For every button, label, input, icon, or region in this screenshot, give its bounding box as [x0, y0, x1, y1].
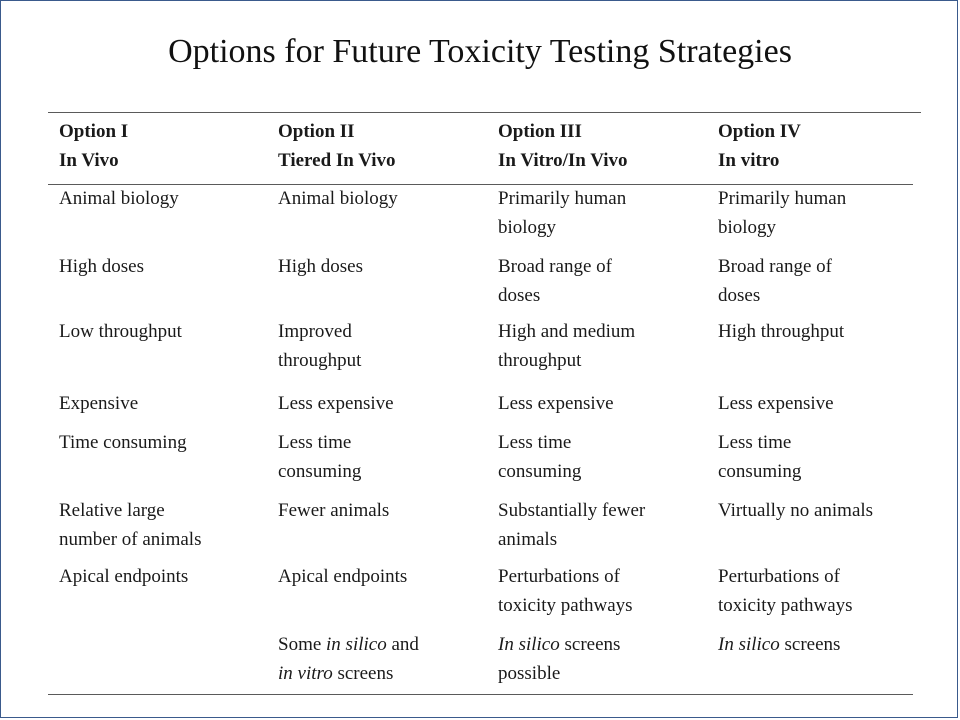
- cell-text: Animal biology: [59, 188, 179, 209]
- table-cell: [498, 253, 612, 310]
- table-cell: [718, 563, 853, 620]
- cell-text: doses: [498, 284, 541, 306]
- header-option-4-line2: In vitro: [718, 149, 780, 171]
- table-cell: [278, 563, 407, 592]
- table-cell: [718, 631, 840, 660]
- cell-text: consuming: [718, 460, 802, 482]
- table-cell: [498, 497, 645, 554]
- table-cell: [278, 185, 398, 214]
- table-cell: [59, 390, 138, 419]
- cell-text: High doses: [59, 256, 144, 277]
- table-cell: [718, 253, 832, 310]
- cell-text: Primarily human: [498, 188, 627, 209]
- header-option-4: [718, 118, 801, 175]
- cell-text: consuming: [278, 460, 362, 482]
- cell-text: Primarily human: [718, 188, 847, 209]
- table-cell: [498, 429, 581, 486]
- cell-text: Substantially fewer: [498, 500, 646, 521]
- header-option-2: [278, 118, 396, 175]
- table-cell: [498, 390, 614, 419]
- table-cell: [718, 429, 801, 486]
- header-option-3: [498, 118, 628, 175]
- cell-text: Relative large: [59, 500, 165, 521]
- table-top-rule: [48, 112, 921, 113]
- cell-text: possible: [498, 662, 561, 684]
- header-option-2-line1: Option II: [278, 121, 355, 142]
- header-option-2-line2: Tiered In Vivo: [278, 149, 396, 171]
- header-option-1-line1: Option I: [59, 121, 129, 142]
- table-cell: [498, 563, 633, 620]
- header-option-3-line2: In Vitro/In Vivo: [498, 149, 628, 171]
- cell-text: Animal biology: [278, 188, 398, 209]
- cell-text: in vitro screens: [278, 662, 394, 684]
- cell-text: Apical endpoints: [278, 566, 408, 587]
- cell-text: Broad range of: [718, 256, 832, 277]
- cell-text: Less expensive: [498, 393, 614, 414]
- table-cell: [718, 318, 844, 347]
- table-cell: [59, 563, 188, 592]
- cell-text: High throughput: [718, 321, 845, 342]
- table-bottom-rule: [48, 694, 913, 695]
- table-cell: [278, 318, 361, 375]
- table-cell: [278, 390, 394, 419]
- cell-text: Less time: [718, 432, 792, 453]
- table-cell: [498, 631, 620, 688]
- cell-text: Fewer animals: [278, 500, 390, 521]
- cell-text: Perturbations of: [718, 566, 840, 587]
- cell-text: throughput: [278, 349, 362, 371]
- cell-text: Perturbations of: [498, 566, 620, 587]
- cell-text: Improved: [278, 321, 352, 342]
- cell-text: Some in silico and: [278, 634, 419, 655]
- cell-text: biology: [718, 216, 777, 238]
- cell-text: Low throughput: [59, 321, 182, 342]
- table-cell: [718, 390, 834, 419]
- cell-text: Time consuming: [59, 432, 187, 453]
- header-option-4-line1: Option IV: [718, 121, 801, 142]
- table-cell: [278, 631, 419, 688]
- table-cell: [59, 429, 187, 458]
- cell-text: Virtually no animals: [718, 500, 874, 521]
- cell-text: Broad range of: [498, 256, 612, 277]
- cell-text: In silico screens: [498, 634, 621, 655]
- cell-text: doses: [718, 284, 761, 306]
- table-cell: [718, 185, 846, 242]
- cell-text: In silico screens: [718, 634, 841, 655]
- cell-text: Less expensive: [718, 393, 834, 414]
- table-cell: [498, 185, 626, 242]
- cell-text: Less expensive: [278, 393, 394, 414]
- cell-text: number of animals: [59, 528, 202, 550]
- table-cell: [59, 318, 182, 347]
- cell-text: Apical endpoints: [59, 566, 189, 587]
- header-option-1-line2: In Vivo: [59, 149, 119, 171]
- cell-text: throughput: [498, 349, 582, 371]
- cell-text: Expensive: [59, 393, 139, 414]
- header-option-1: [59, 118, 128, 175]
- header-option-3-line1: Option III: [498, 121, 582, 142]
- cell-text: Less time: [278, 432, 352, 453]
- cell-text: consuming: [498, 460, 582, 482]
- table-cell: [59, 185, 179, 214]
- cell-text: biology: [498, 216, 557, 238]
- table-cell: [278, 497, 389, 526]
- table-cell: [278, 253, 363, 282]
- cell-text: Less time: [498, 432, 572, 453]
- table-cell: [718, 497, 873, 526]
- table-cell: [59, 497, 201, 554]
- cell-text: toxicity pathways: [498, 594, 633, 616]
- table-cell: [278, 429, 361, 486]
- cell-text: High doses: [278, 256, 363, 277]
- cell-text: toxicity pathways: [718, 594, 853, 616]
- table-cell: [498, 318, 635, 375]
- slide-title: Options for Future Toxicity Testing Strategies: [168, 33, 792, 70]
- cell-text: High and medium: [498, 321, 636, 342]
- table-cell: [59, 253, 144, 282]
- cell-text: animals: [498, 528, 558, 550]
